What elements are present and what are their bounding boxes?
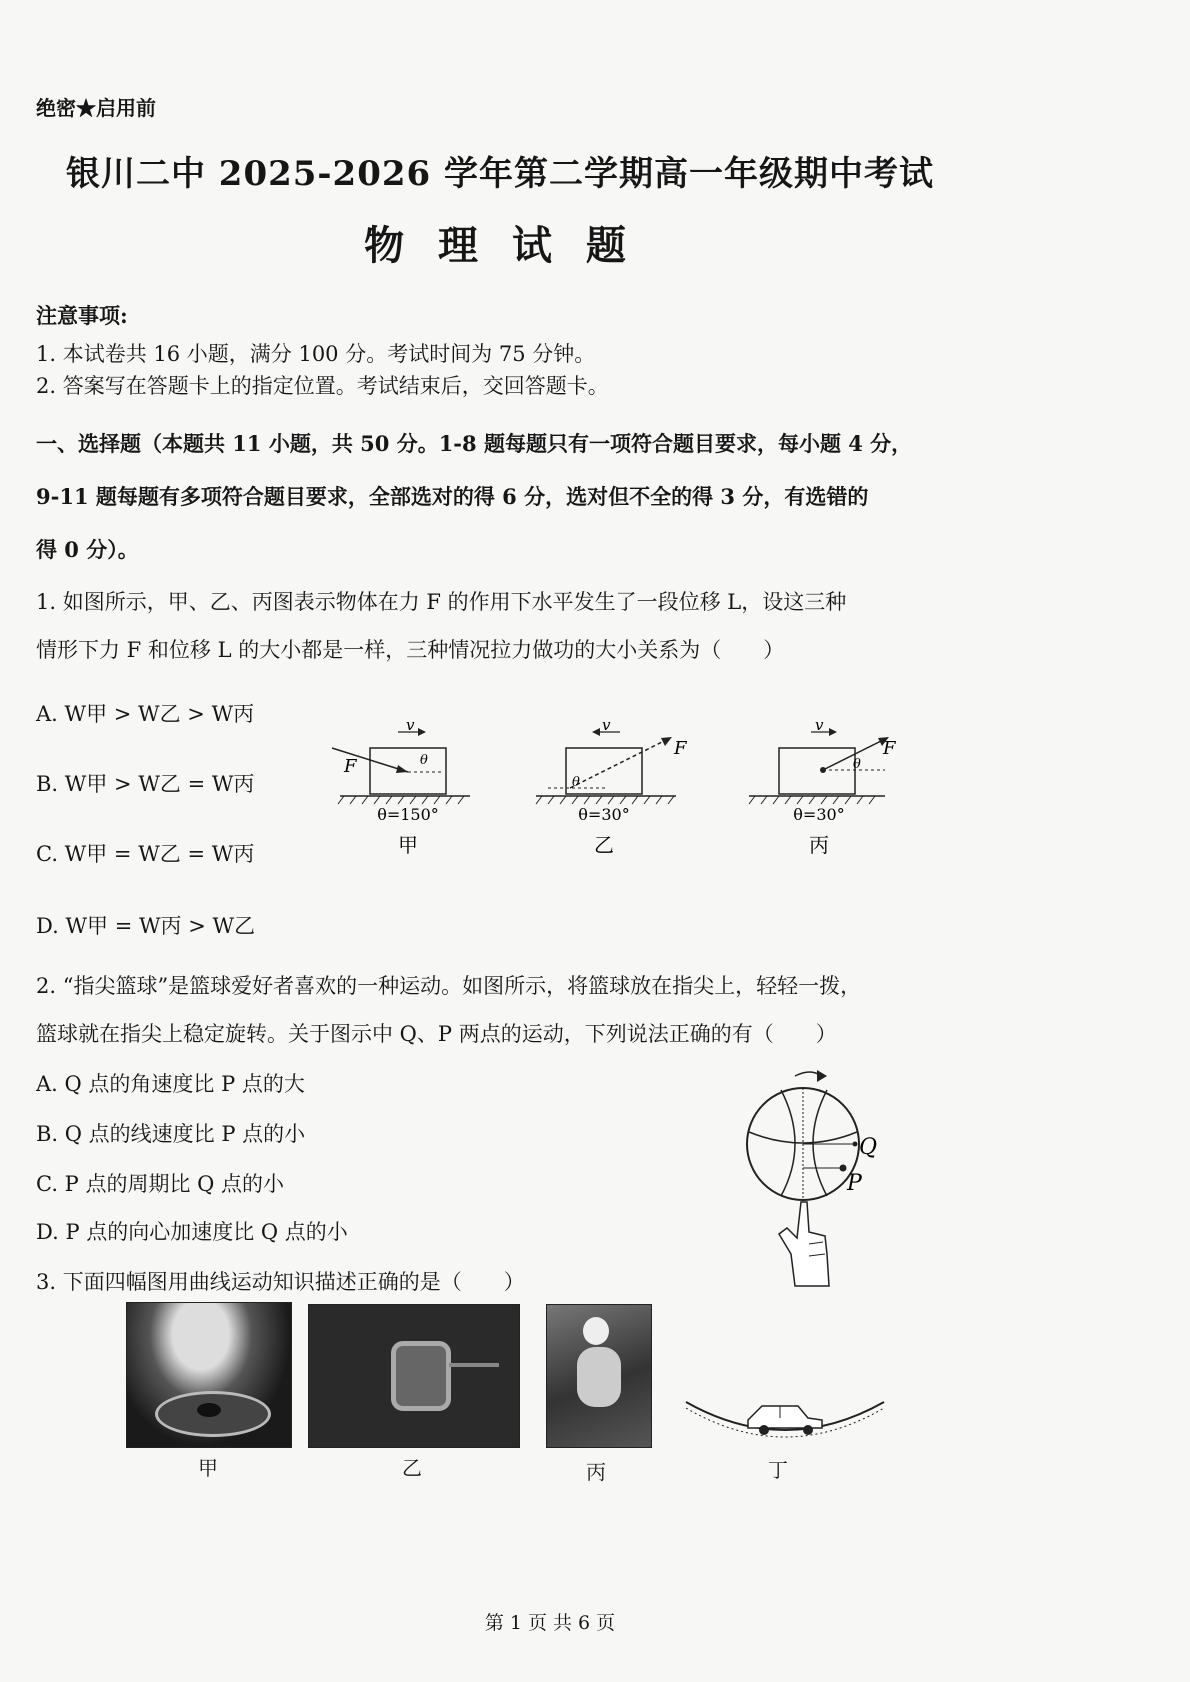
question-2-option-c: C. P 点的周期比 Q 点的小 xyxy=(36,1172,285,1196)
figure-yi-diagram xyxy=(530,718,700,868)
force-label: F xyxy=(674,738,687,759)
figure-caption: 乙 xyxy=(594,833,614,857)
question-1-option-b: B. W甲 > W乙 = W丙 xyxy=(36,772,255,796)
force-label: F xyxy=(883,738,896,759)
angle-label: θ=150° xyxy=(377,805,439,824)
fingertip-basketball-figure xyxy=(735,1062,905,1292)
question-1-text: 1. 如图所示，甲、乙、丙图表示物体在力 F 的作用下水平发生了一段位移 L，设这三种 xyxy=(36,590,847,614)
photo-bing xyxy=(546,1304,652,1448)
page-footer: 第 1 页 共 6 页 xyxy=(484,1612,616,1634)
question-1-option-d: D. W甲 = W丙 > W乙 xyxy=(36,914,256,938)
figure-caption: 丙 xyxy=(809,833,829,857)
figure-caption: 丙 xyxy=(586,1460,606,1484)
question-1-text: 情形下力 F 和位移 L 的大小都是一样，三种情况拉力做功的大小关系为（ ） xyxy=(36,638,785,662)
exam-title: 银川二中 2025-2026 学年第二学期高一年级期中考试 xyxy=(65,154,935,194)
exam-subject: 物 理 试 题 xyxy=(364,222,636,269)
question-2-text: 2. “指尖篮球”是篮球爱好者喜欢的一种运动。如图所示，将篮球放在指尖上，轻轻一拨， xyxy=(36,974,862,998)
figure-caption: 甲 xyxy=(398,833,418,857)
figure-caption: 甲 xyxy=(198,1456,218,1480)
section-instructions: 一、选择题（本题共 11 小题，共 50 分。1-8 题每题只有一项符合题目要求，每小题 4 分， xyxy=(36,431,913,456)
question-1-option-a: A. W甲 > W乙 > W丙 xyxy=(36,702,255,726)
angle-label: θ=30° xyxy=(793,805,845,824)
figure-jia-diagram xyxy=(330,718,480,868)
theta-label: θ xyxy=(572,775,580,790)
note-item: 1. 本试卷共 16 小题，满分 100 分。考试时间为 75 分钟。 xyxy=(36,342,596,366)
figure-caption: 乙 xyxy=(402,1456,422,1480)
question-2-option-a: A. Q 点的角速度比 P 点的大 xyxy=(36,1072,305,1096)
section-instructions: 得 0 分）。 xyxy=(36,537,139,562)
notes-heading: 注意事项: xyxy=(36,303,128,328)
velocity-label: v xyxy=(602,718,611,734)
section-instructions: 9-11 题每题有多项符合题目要求，全部选对的得 6 分，选对但不全的得 3 分，有选错的 xyxy=(36,484,869,509)
note-item: 2. 答案写在答题卡上的指定位置。考试结束后，交回答题卡。 xyxy=(36,374,609,398)
question-2-text: 篮球就在指尖上稳定旋转。关于图示中 Q、P 两点的运动，下列说法正确的有（ ） xyxy=(36,1022,837,1046)
figure-caption: 丁 xyxy=(768,1458,788,1482)
point-q-label: Q xyxy=(859,1135,878,1160)
question-1-option-c: C. W甲 = W乙 = W丙 xyxy=(36,842,255,866)
figure-bing-diagram xyxy=(745,718,915,868)
photo-jia xyxy=(126,1302,292,1448)
question-2-option-b: B. Q 点的线速度比 P 点的小 xyxy=(36,1122,306,1146)
force-label: F xyxy=(344,756,357,777)
question-3-text: 3. 下面四幅图用曲线运动知识描述正确的是（ ） xyxy=(36,1270,525,1294)
angle-label: θ=30° xyxy=(578,805,630,824)
theta-label: θ xyxy=(853,757,861,772)
velocity-label: v xyxy=(815,718,824,734)
theta-label: θ xyxy=(420,753,428,768)
question-2-option-d: D. P 点的向心加速度比 Q 点的小 xyxy=(36,1220,348,1244)
photo-yi xyxy=(308,1304,520,1448)
point-p-label: P xyxy=(847,1171,862,1196)
confidential-label: 绝密★启用前 xyxy=(36,96,156,120)
car-on-curved-road-figure xyxy=(682,1388,888,1448)
velocity-label: v xyxy=(406,718,415,734)
